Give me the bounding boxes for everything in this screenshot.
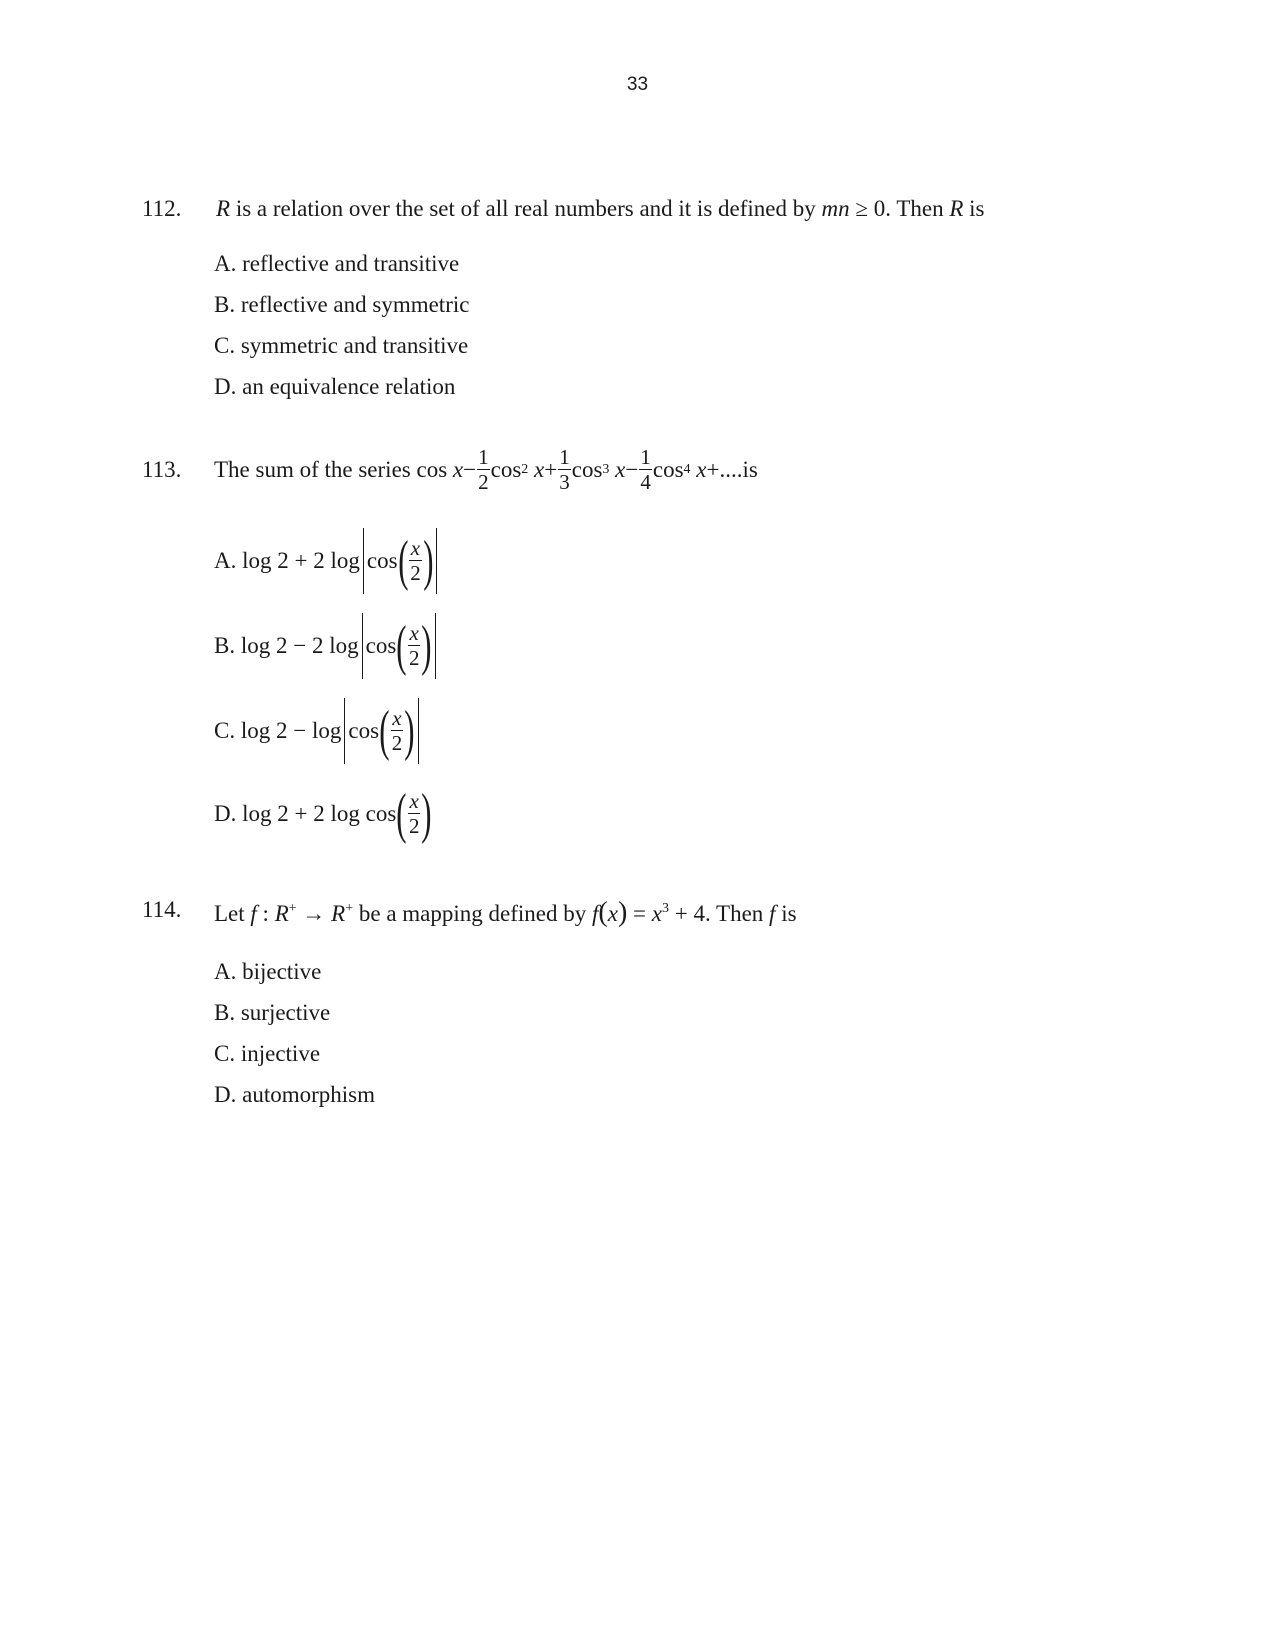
q113-option-a-label: A. <box>214 548 237 573</box>
page-number: 33 <box>626 74 649 95</box>
abs-bar-left <box>363 528 364 594</box>
q114-colon: : <box>256 901 275 926</box>
q113-option-c-label: C. <box>214 718 236 743</box>
question-112-number: 112. <box>142 196 182 221</box>
q113-option-b <box>214 613 439 679</box>
question-114-text <box>214 897 797 929</box>
question-113-number: 113. <box>142 457 182 482</box>
left-paren: ( <box>379 700 390 762</box>
q114-option-c: C. injective <box>214 1041 321 1066</box>
right-paren: ) <box>421 615 432 677</box>
q113-option-b-label: B. <box>214 633 236 658</box>
q112-option-c: C. symmetric and transitive <box>214 333 469 358</box>
q114-cube: 3 <box>661 901 669 916</box>
q114-mid: be a mapping defined by <box>353 901 592 926</box>
q113-plus-1: + <box>544 457 558 482</box>
q114-rparen: ) <box>617 897 628 928</box>
q113-tail: +.... <box>706 457 743 482</box>
right-paren: ) <box>421 783 432 845</box>
q113-fraction-third: $\frac{1}{3}$ <box>559 445 570 494</box>
q113-x-4: x <box>696 457 707 482</box>
q113-option-b-expr: log 2 − 2 log <box>240 633 359 658</box>
q113-x-2: x <box>534 457 545 482</box>
q112-option-b: B. reflective and symmetric <box>214 292 470 317</box>
q113-fraction-quarter: $\frac{1}{4}$ <box>640 445 651 494</box>
left-paren: ( <box>396 615 407 677</box>
q114-plus4: + 4 <box>668 901 705 926</box>
q113-cos-2: cos <box>490 457 522 482</box>
q113-x-1: x <box>452 457 464 482</box>
q112-option-a: A. reflective and transitive <box>214 251 460 276</box>
q113-option-c-cos: cos <box>348 718 380 743</box>
x-over-2-fraction: $\frac{x}{2}$ <box>410 536 421 585</box>
q114-then: . Then <box>704 901 770 926</box>
question-113-text <box>214 440 758 500</box>
q114-f2: f <box>592 901 599 926</box>
q113-power-2: 2 <box>521 462 529 477</box>
q112-mn: mn <box>821 196 850 221</box>
q113-cos-4: cos <box>652 457 684 482</box>
q114-domain-plus: + <box>288 901 297 916</box>
q113-option-b-cos: cos <box>365 633 397 658</box>
q113-cos-1: cos <box>416 457 448 482</box>
abs-bar-right <box>435 613 436 679</box>
right-paren: ) <box>404 700 415 762</box>
question-112-text <box>216 196 985 222</box>
q114-option-d: D. automorphism <box>214 1082 375 1107</box>
x-over-2-fraction: $\frac{x}{2}$ <box>408 621 420 670</box>
question-114-number: 114. <box>142 897 182 922</box>
right-paren: ) <box>422 530 434 592</box>
q112-relation-symbol: R <box>216 196 231 221</box>
q113-option-a <box>214 528 440 594</box>
q113-option-a-cos: cos <box>366 548 398 573</box>
q113-power-3: 3 <box>602 462 610 477</box>
q113-lead: The sum of the series <box>214 457 411 482</box>
abs-bar-left <box>344 698 345 764</box>
q114-option-a: A. bijective <box>214 959 322 984</box>
q114-is: is <box>775 901 797 926</box>
q112-option-d: D. an equivalence relation <box>214 374 456 399</box>
q114-codomain: R <box>331 901 346 926</box>
q113-is: is <box>742 457 758 482</box>
q113-option-d <box>214 781 432 847</box>
q114-x2: x <box>651 901 662 926</box>
q114-f: f <box>250 901 257 926</box>
q114-lead: Let <box>214 901 251 926</box>
x-over-2-fraction: $\frac{x}{2}$ <box>391 706 403 755</box>
abs-bar-right <box>436 528 437 594</box>
q114-option-b: B. surjective <box>214 1000 331 1025</box>
q113-fraction-half: $\frac{1}{2}$ <box>478 445 489 494</box>
x-over-2-fraction: $\frac{x}{2}$ <box>408 789 420 838</box>
q112-text-part: is a relation over the set of all real numbers and it is defined by <box>230 196 822 221</box>
q113-x-3: x <box>615 457 626 482</box>
abs-bar-left <box>362 613 363 679</box>
q112-relation-symbol-2: R <box>949 196 964 221</box>
q112-is: is <box>963 196 985 221</box>
q113-minus-2: − <box>625 457 639 482</box>
q113-option-d-label: D. <box>214 801 237 826</box>
q113-minus-1: − <box>463 457 477 482</box>
q114-x: x <box>607 901 618 926</box>
q112-inequality: ≥ 0 <box>849 196 886 221</box>
q113-power-4: 4 <box>683 462 691 477</box>
left-paren: ( <box>397 530 409 592</box>
q112-then: . Then <box>885 196 950 221</box>
q113-cos-3: cos <box>571 457 603 482</box>
q114-eq: = <box>627 901 652 926</box>
q114-domain: R <box>274 901 289 926</box>
q114-f3: f <box>769 901 776 926</box>
q114-lparen: ( <box>598 897 608 928</box>
q113-option-c <box>214 698 422 764</box>
q113-option-c-expr: log 2 − log <box>240 718 342 743</box>
left-paren: ( <box>396 783 407 845</box>
q114-codomain-plus: + <box>345 901 354 916</box>
q113-option-d-expr: log 2 + 2 log cos <box>242 801 397 826</box>
q114-arrow: → <box>296 901 332 926</box>
q113-option-a-expr: log 2 + 2 log <box>242 548 360 573</box>
abs-bar-right <box>418 698 419 764</box>
